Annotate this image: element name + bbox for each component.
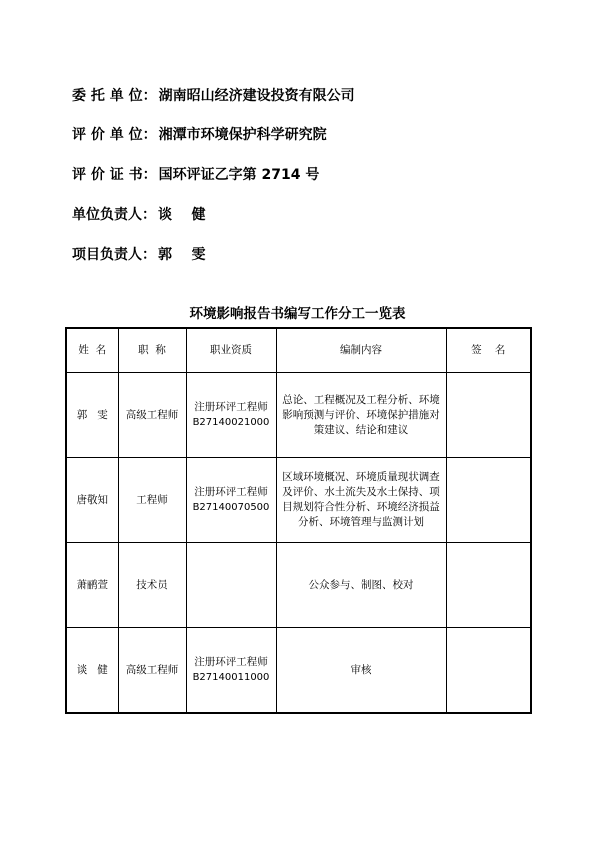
assessor-line xyxy=(72,124,327,146)
person-qualification xyxy=(186,458,276,543)
person-name: 萧鹂萱 xyxy=(66,543,118,628)
assessor-label: 评 价 单 位： xyxy=(72,127,157,143)
person-title: 高级工程师 xyxy=(118,628,186,714)
person-qualification xyxy=(186,628,276,714)
person-name: 唐敬知 xyxy=(66,458,118,543)
signature-cell xyxy=(446,373,531,458)
table-row xyxy=(66,373,531,458)
person-name: 谈 健 xyxy=(66,628,118,714)
qualification-name: 注册环评工程师 xyxy=(194,656,268,668)
work-content: 审核 xyxy=(276,628,446,714)
qualification-name: 注册环评工程师 xyxy=(194,486,268,498)
project-head-label: 项目负责人： xyxy=(72,247,156,263)
table-row xyxy=(66,543,531,628)
signature-cell xyxy=(446,628,531,714)
column-header-title: 职 称 xyxy=(118,328,186,373)
column-header-qualification: 职业资质 xyxy=(186,328,276,373)
column-header-content: 编制内容 xyxy=(276,328,446,373)
certificate-number: B27140011000 xyxy=(192,672,270,683)
client-line xyxy=(72,85,355,107)
unit-head-label: 单位负责人： xyxy=(72,207,156,223)
project-head-value: 郭 雯 xyxy=(158,247,206,263)
project-head-line xyxy=(72,244,206,266)
assessor-value: 湘潭市环境保护科学研究院 xyxy=(158,127,327,143)
certificate-label: 评 价 证 书： xyxy=(72,167,157,183)
unit-head-value: 谈 健 xyxy=(158,207,206,223)
certificate-value: 国环评证乙字第 2714 号 xyxy=(158,167,320,183)
work-division-table xyxy=(65,327,532,714)
column-header-name: 姓 名 xyxy=(66,328,118,373)
person-qualification xyxy=(186,373,276,458)
work-content: 公众参与、制图、校对 xyxy=(276,543,446,628)
person-title: 工程师 xyxy=(118,458,186,543)
person-title: 高级工程师 xyxy=(118,373,186,458)
certificate-line xyxy=(72,164,319,186)
table-header-row xyxy=(66,328,531,373)
table-row xyxy=(66,458,531,543)
person-qualification xyxy=(186,543,276,628)
certificate-number: B27140070500 xyxy=(192,502,270,513)
work-content: 总论、工程概况及工程分析、环境影响预测与评价、环境保护措施对策建议、结论和建议 xyxy=(276,373,446,458)
signature-cell xyxy=(446,543,531,628)
qualification-name: 注册环评工程师 xyxy=(194,401,268,413)
signature-cell xyxy=(446,458,531,543)
client-value: 湖南昭山经济建设投资有限公司 xyxy=(158,88,355,104)
unit-head-line xyxy=(72,204,206,226)
certificate-number: B27140021000 xyxy=(192,417,270,428)
work-content: 区域环境概况、环境质量现状调查及评价、水土流失及水土保持、项目规划符合性分析、环境经济损益分析、环境管理与监测计划 xyxy=(276,458,446,543)
column-header-signature: 签 名 xyxy=(446,328,531,373)
table-title: 环境影响报告书编写工作分工一览表 xyxy=(189,306,406,322)
table-row xyxy=(66,628,531,714)
person-name: 郭 雯 xyxy=(66,373,118,458)
person-title: 技术员 xyxy=(118,543,186,628)
client-label: 委 托 单 位： xyxy=(72,88,157,104)
